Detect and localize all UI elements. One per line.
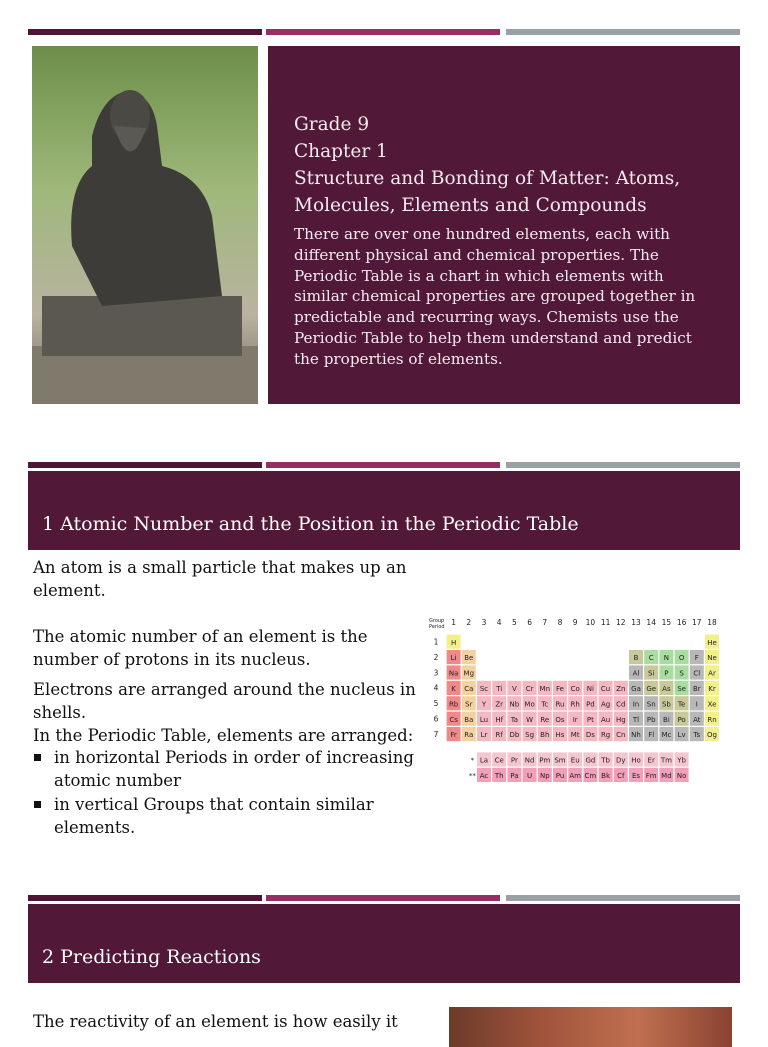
chapter-title-line1: Structure and Bonding of Matter: Atoms, bbox=[294, 168, 681, 189]
pt-period-number: 1 bbox=[433, 637, 439, 647]
pt-symbol-Pm: Pm bbox=[539, 756, 551, 765]
pt-period-number: 3 bbox=[433, 668, 439, 678]
pt-symbol-Ag: Ag bbox=[600, 700, 611, 709]
pt-symbol-Ar: Ar bbox=[708, 669, 716, 678]
grade-label: Grade 9 bbox=[294, 114, 370, 135]
pt-symbol-Hf: Hf bbox=[495, 715, 504, 724]
pt-symbol-Sr: Sr bbox=[465, 700, 473, 709]
bullet-groups: in vertical Groups that contain similar elements. bbox=[33, 793, 423, 839]
pt-symbol-Fr: Fr bbox=[450, 731, 457, 740]
pt-period-number: 5 bbox=[433, 699, 439, 709]
pt-period-number: 7 bbox=[433, 729, 439, 739]
pt-symbol-Co: Co bbox=[570, 684, 580, 693]
pt-symbol-Yb: Yb bbox=[677, 756, 686, 765]
periodic-table bbox=[428, 614, 728, 786]
section2-header bbox=[28, 904, 740, 983]
pt-symbol-Al: Al bbox=[632, 669, 640, 678]
pt-symbol-Rn: Rn bbox=[707, 715, 717, 724]
pt-symbol-Ra: Ra bbox=[464, 731, 474, 740]
pt-group-number: 13 bbox=[631, 618, 641, 627]
pt-symbol-Ds: Ds bbox=[585, 731, 595, 740]
pt-symbol-P: P bbox=[664, 669, 669, 678]
chapter-label: Chapter 1 bbox=[294, 141, 388, 162]
pt-symbol-Cr: Cr bbox=[525, 684, 534, 693]
arrangement-bullets bbox=[33, 746, 423, 840]
reactivity-text: The reactivity of an element is how easily it bbox=[33, 1012, 398, 1031]
pt-symbol-Ru: Ru bbox=[555, 700, 565, 709]
pt-symbol-H: H bbox=[450, 638, 457, 647]
pt-symbol-Os: Os bbox=[555, 715, 565, 724]
pt-symbol-Ac: Ac bbox=[479, 771, 489, 780]
pt-symbol-Zr: Zr bbox=[495, 700, 504, 709]
pt-symbol-Nd: Nd bbox=[524, 756, 535, 765]
pt-group-number: 4 bbox=[496, 618, 502, 627]
pt-symbol-Md: Md bbox=[661, 771, 672, 780]
pt-symbol-Ne: Ne bbox=[707, 654, 717, 663]
pt-period-number: 6 bbox=[433, 714, 439, 724]
pt-group-number: 1 bbox=[451, 618, 456, 627]
pt-symbol-S: S bbox=[679, 669, 684, 678]
bullet-periods: in horizontal Periods in order of increasing atomic number bbox=[33, 746, 423, 792]
pt-symbol-Ho: Ho bbox=[631, 756, 641, 765]
section2-accent-bars bbox=[28, 895, 740, 901]
pt-symbol-Pr: Pr bbox=[510, 756, 518, 765]
pt-group-number: 2 bbox=[466, 618, 472, 627]
section1-header bbox=[28, 471, 740, 550]
pt-symbol-Re: Re bbox=[540, 715, 550, 724]
pt-symbol-F: F bbox=[694, 654, 699, 663]
pt-symbol-V: V bbox=[512, 684, 517, 693]
pt-period-number: 2 bbox=[433, 652, 439, 662]
pt-group-number: 5 bbox=[512, 618, 517, 627]
pt-symbol-Db: Db bbox=[509, 731, 520, 740]
pt-symbol-Np: Np bbox=[539, 771, 550, 780]
pt-group-number: 15 bbox=[661, 618, 672, 627]
pt-symbol-As: As bbox=[662, 684, 671, 693]
pt-symbol-Rb: Rb bbox=[448, 700, 459, 709]
pt-group-number: 6 bbox=[527, 618, 532, 627]
pt-symbol-Si: Si bbox=[648, 669, 655, 678]
pt-symbol-Es: Es bbox=[631, 771, 641, 780]
pt-symbol-Bh: Bh bbox=[540, 731, 550, 740]
pt-actinide-marker: ** bbox=[468, 771, 476, 780]
pt-symbol-Br: Br bbox=[692, 684, 701, 693]
pt-symbol-Sc: Sc bbox=[479, 684, 489, 693]
pt-symbol-K: K bbox=[451, 684, 456, 693]
pt-symbol-Au: Au bbox=[600, 715, 611, 724]
pt-group-number: 3 bbox=[481, 618, 487, 627]
pt-symbol-Gd: Gd bbox=[585, 756, 596, 765]
pt-symbol-Tl: Tl bbox=[632, 715, 640, 724]
pt-symbol-Hg: Hg bbox=[615, 715, 626, 724]
statue-photo bbox=[32, 46, 258, 404]
pt-symbol-Se: Se bbox=[677, 684, 686, 693]
pt-symbol-Mg: Mg bbox=[463, 669, 475, 678]
pt-symbol-Sn: Sn bbox=[646, 700, 656, 709]
pt-symbol-Mo: Mo bbox=[524, 700, 535, 709]
pt-symbol-Mc: Mc bbox=[661, 731, 672, 740]
section2-heading: 2 Predicting Reactions bbox=[42, 946, 261, 968]
pt-period-label: Period bbox=[429, 624, 445, 630]
pt-symbol-Sb: Sb bbox=[661, 700, 671, 709]
pt-symbol-N: N bbox=[663, 654, 670, 663]
section1-heading: 1 Atomic Number and the Position in the Periodic Table bbox=[42, 513, 579, 535]
pt-symbol-Cs: Cs bbox=[449, 715, 458, 724]
pt-symbol-Pb: Pb bbox=[646, 715, 656, 724]
pt-symbol-Be: Be bbox=[464, 654, 474, 663]
pt-symbol-Th: Th bbox=[494, 771, 504, 780]
title-panel bbox=[268, 46, 740, 404]
pt-group-number: 10 bbox=[585, 618, 596, 627]
pt-symbol-In: In bbox=[632, 700, 640, 709]
pt-symbol-Rh: Rh bbox=[570, 700, 580, 709]
pt-group-number: 9 bbox=[572, 618, 578, 627]
pt-symbol-Li: Li bbox=[450, 654, 457, 663]
pt-symbol-Mt: Mt bbox=[570, 731, 580, 740]
pt-symbol-Lu: Lu bbox=[479, 715, 489, 724]
pt-symbol-Bk: Bk bbox=[601, 771, 611, 780]
pt-symbol-Pd: Pd bbox=[586, 700, 595, 709]
pt-symbol-Fl: Fl bbox=[648, 731, 655, 740]
pt-symbol-Ta: Ta bbox=[510, 715, 519, 724]
pt-symbol-Cd: Cd bbox=[616, 700, 626, 709]
atomic-number-definition: The atomic number of an element is the number of protons in its nucleus. bbox=[33, 627, 368, 669]
pt-symbol-Ge: Ge bbox=[646, 684, 657, 693]
pt-symbol-Tb: Tb bbox=[601, 756, 610, 765]
pt-symbol-Er: Er bbox=[647, 756, 655, 765]
pt-symbol-C: C bbox=[648, 654, 654, 663]
pt-group-number: 11 bbox=[600, 618, 611, 627]
pt-symbol-Sm: Sm bbox=[554, 756, 566, 765]
pt-symbol-Hs: Hs bbox=[555, 731, 565, 740]
pt-symbol-Lr: Lr bbox=[480, 731, 488, 740]
pt-period-number: 4 bbox=[433, 683, 439, 693]
pt-symbol-He: He bbox=[707, 638, 717, 647]
pt-symbol-Lv: Lv bbox=[677, 731, 686, 740]
pt-symbol-Kr: Kr bbox=[708, 684, 716, 693]
pt-symbol-Cn: Cn bbox=[616, 731, 626, 740]
pt-symbol-Bi: Bi bbox=[663, 715, 670, 724]
pt-symbol-Cm: Cm bbox=[584, 771, 597, 780]
pt-symbol-No: No bbox=[676, 771, 687, 780]
pt-symbol-Ir: Ir bbox=[572, 715, 578, 724]
chapter-title-line2: Molecules, Elements and Compounds bbox=[294, 195, 647, 216]
electron-shells-text: Electrons are arranged around the nucleus in shells. bbox=[33, 680, 416, 722]
pt-group-number: 17 bbox=[692, 618, 702, 627]
pt-group-number: 18 bbox=[707, 618, 717, 627]
pt-group-number: 16 bbox=[676, 618, 687, 627]
pt-symbol-Na: Na bbox=[448, 669, 459, 678]
pt-symbol-Nb: Nb bbox=[509, 700, 520, 709]
pt-lanthanide-marker: * bbox=[470, 756, 475, 765]
section1-accent-bars bbox=[28, 462, 740, 468]
pt-symbol-Nh: Nh bbox=[631, 731, 641, 740]
pt-symbol-Tc: Tc bbox=[541, 700, 549, 709]
pt-symbol-Ca: Ca bbox=[464, 684, 474, 693]
pt-symbol-Pu: Pu bbox=[555, 771, 565, 780]
pt-group-number: 14 bbox=[646, 618, 656, 627]
pt-symbol-Pt: Pt bbox=[586, 715, 594, 724]
pt-symbol-Dy: Dy bbox=[616, 756, 626, 765]
pt-symbol-Mn: Mn bbox=[539, 684, 551, 693]
pt-symbol-Po: Po bbox=[677, 715, 686, 724]
pt-symbol-Ce: Ce bbox=[494, 756, 504, 765]
pt-symbol-Ni: Ni bbox=[586, 684, 594, 693]
top-accent-bars bbox=[28, 29, 740, 35]
pt-symbol-Pa: Pa bbox=[510, 771, 519, 780]
pt-symbol-Rf: Rf bbox=[495, 731, 503, 740]
pt-symbol-U: U bbox=[527, 771, 533, 780]
pt-symbol-La: La bbox=[479, 756, 489, 765]
pt-symbol-Cl: Cl bbox=[693, 669, 701, 678]
pt-symbol-Zn: Zn bbox=[616, 684, 626, 693]
pt-symbol-Sg: Sg bbox=[525, 731, 535, 740]
pt-symbol-Cu: Cu bbox=[600, 684, 611, 693]
pt-symbol-Ga: Ga bbox=[631, 684, 641, 693]
pt-symbol-Te: Te bbox=[677, 700, 686, 709]
pt-symbol-Ts: Ts bbox=[693, 731, 701, 740]
pt-group-number: 7 bbox=[542, 618, 548, 627]
pt-symbol-I: I bbox=[695, 700, 698, 709]
pt-symbol-Fe: Fe bbox=[556, 684, 564, 693]
arrangement-intro: In the Periodic Table, elements are arranged: bbox=[33, 726, 414, 745]
pt-symbol-Og: Og bbox=[707, 731, 717, 740]
pt-symbol-O: O bbox=[678, 654, 685, 663]
pt-symbol-Cf: Cf bbox=[617, 771, 625, 780]
pt-group-number: 8 bbox=[557, 618, 563, 627]
pt-group-number: 12 bbox=[616, 618, 626, 627]
pt-symbol-Ba: Ba bbox=[464, 715, 474, 724]
pt-symbol-B: B bbox=[633, 654, 639, 663]
atom-definition: An atom is a small particle that makes up an element. bbox=[33, 558, 407, 600]
pt-symbol-At: At bbox=[693, 715, 701, 724]
pt-symbol-Tm: Tm bbox=[660, 756, 672, 765]
pt-group-label: Group bbox=[429, 618, 445, 624]
chapter-description: There are over one hundred elements, each with different physical and chemical properties. The Periodic Table is a chart in which elements with similar chemical properties are grouped together in predictable and recurring ways. Chemists use the Periodic Table to help them understand and predict the properties of elements. bbox=[294, 225, 696, 368]
pt-symbol-W: W bbox=[526, 715, 534, 724]
pt-symbol-Eu: Eu bbox=[570, 756, 580, 765]
pt-symbol-Y: Y bbox=[481, 700, 487, 709]
pt-symbol-Ti: Ti bbox=[496, 684, 503, 693]
pt-symbol-Fm: Fm bbox=[645, 771, 657, 780]
pt-symbol-Rg: Rg bbox=[600, 731, 611, 740]
pt-symbol-Am: Am bbox=[569, 771, 582, 780]
pt-symbol-Xe: Xe bbox=[707, 700, 717, 709]
section2-photo bbox=[449, 1007, 732, 1047]
